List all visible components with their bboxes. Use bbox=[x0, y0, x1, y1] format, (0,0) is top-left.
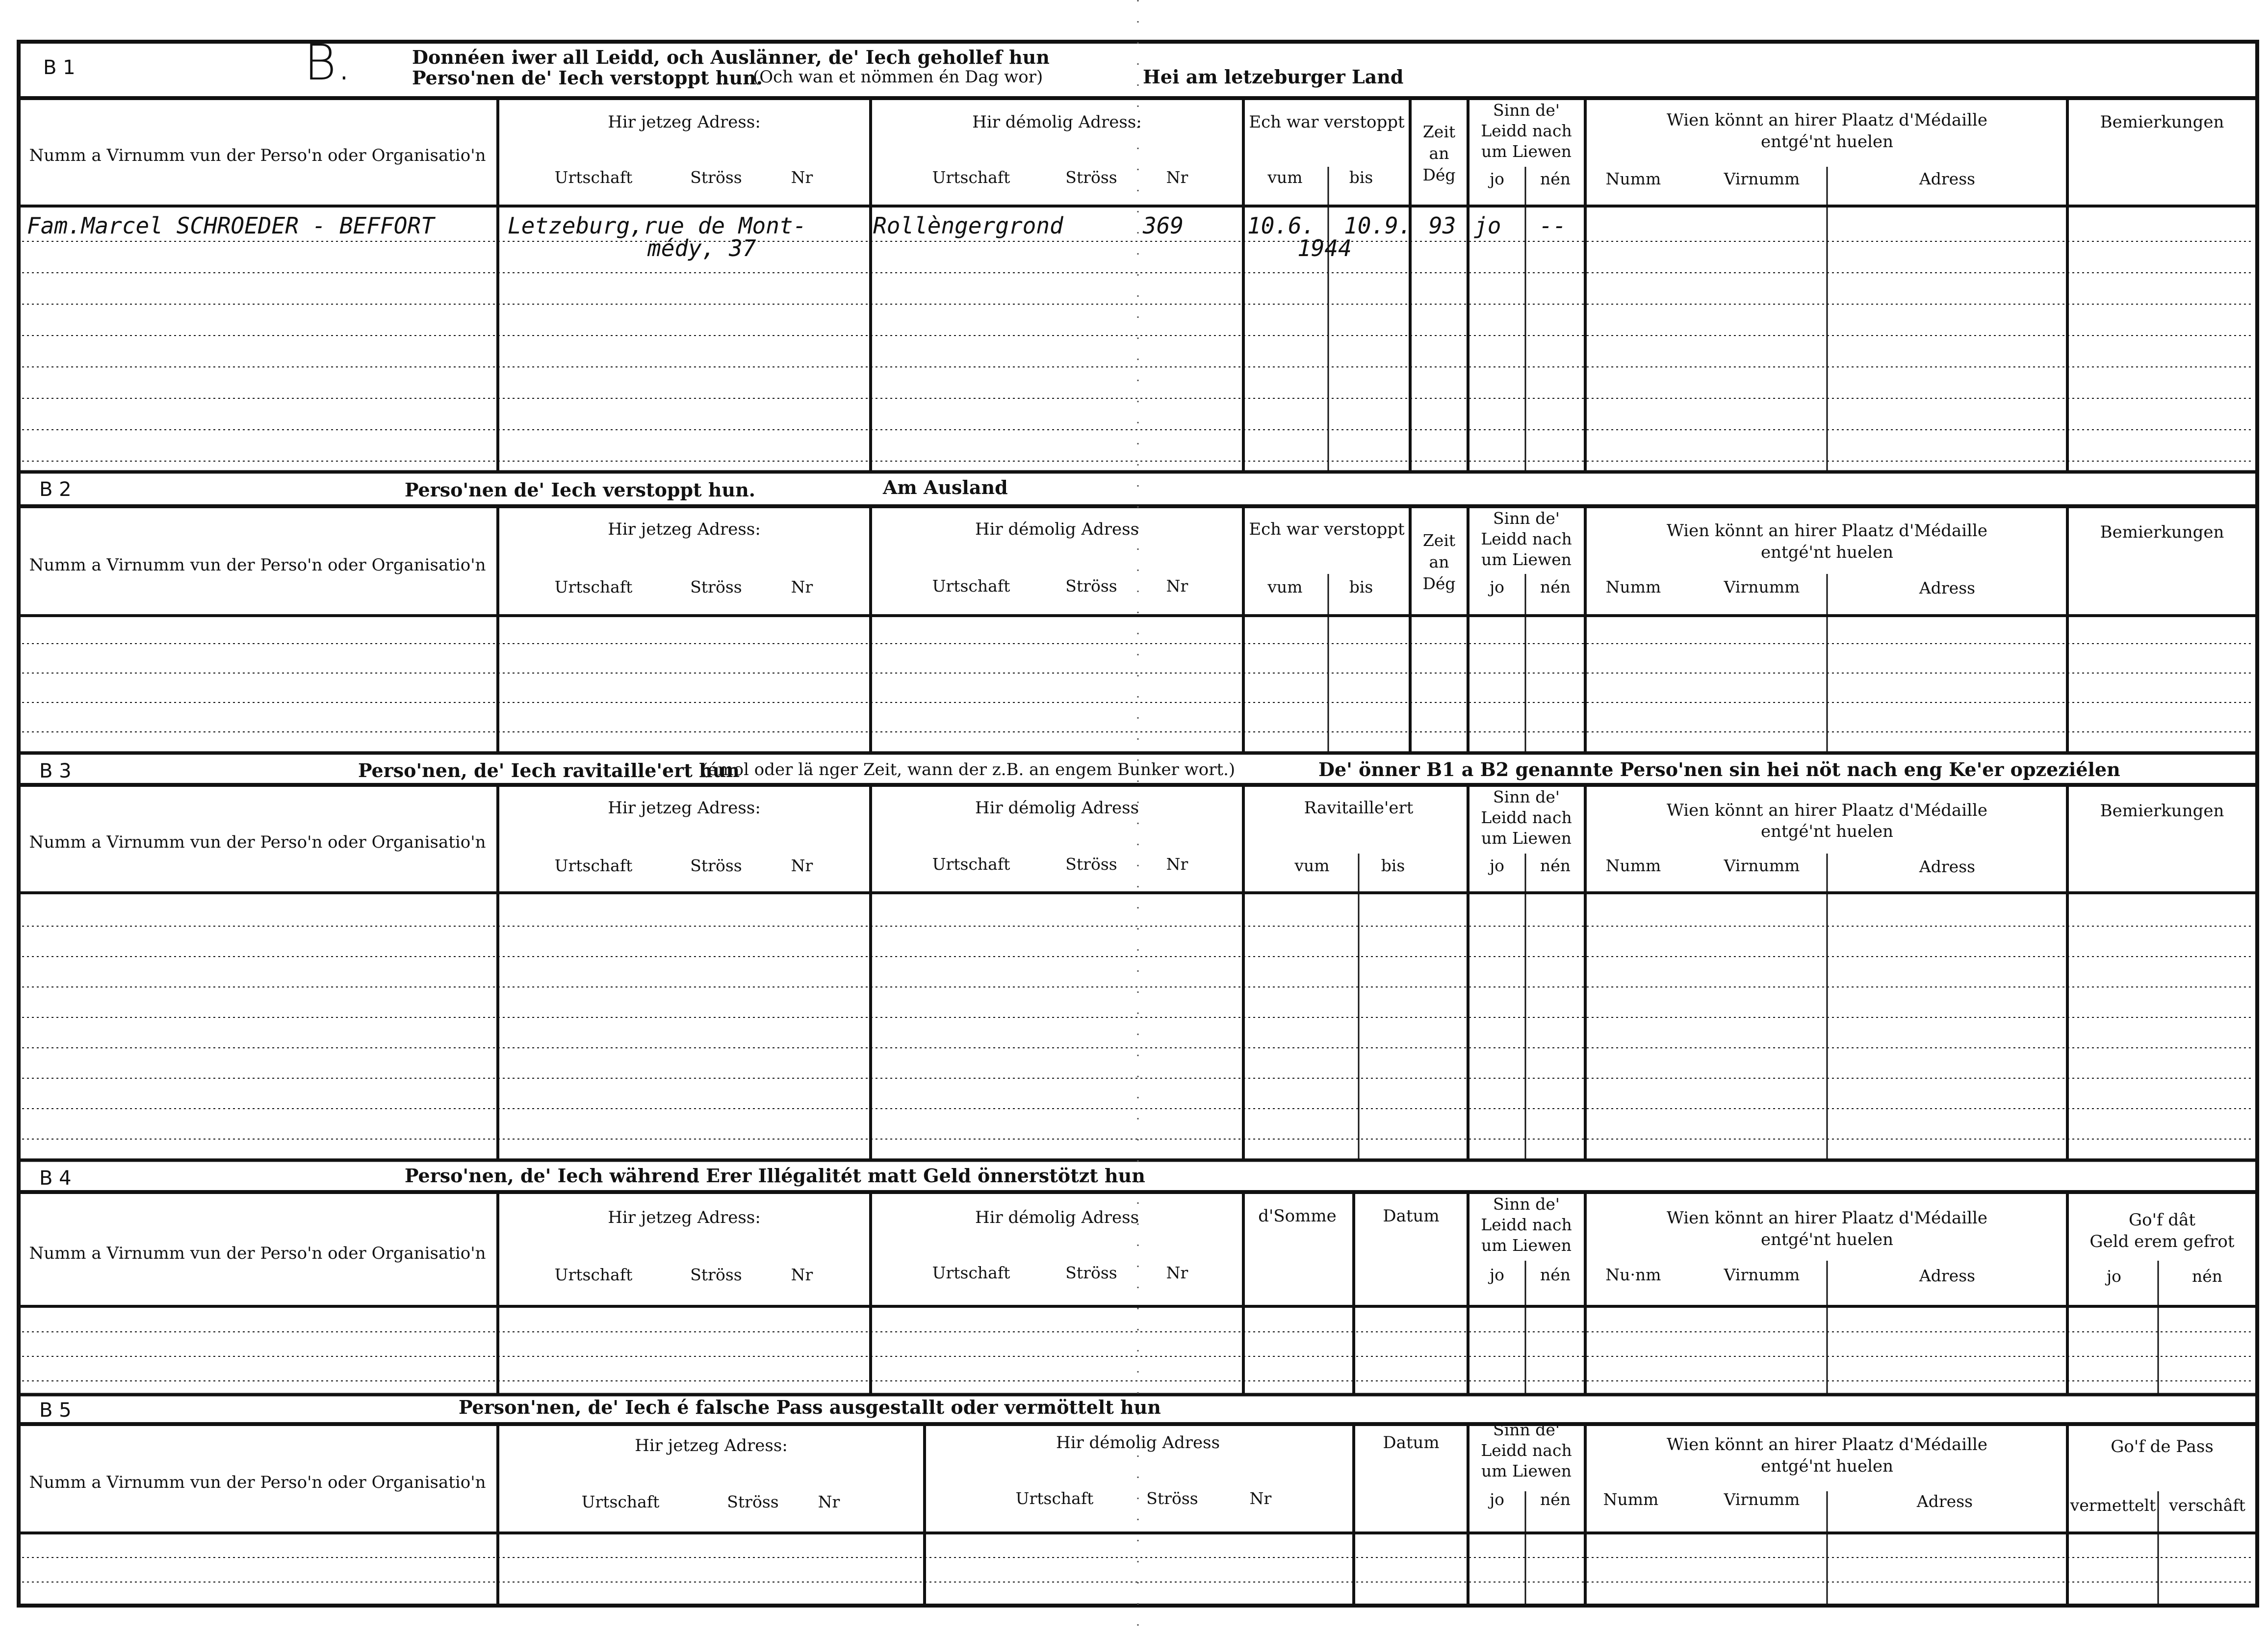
b4-money-header-1: Go'f dât bbox=[2128, 1210, 2196, 1230]
b1-hidden-from: vum bbox=[1267, 168, 1303, 187]
b1-entry-year: 1944 bbox=[1297, 235, 1352, 261]
b4-alive-3: um Liewen bbox=[1481, 1236, 1572, 1255]
b2-medal-header-2: entgé'nt huelen bbox=[1760, 543, 1894, 562]
b5-alive-3: um Liewen bbox=[1481, 1461, 1572, 1480]
b2-alive-1: Sinn de' bbox=[1493, 509, 1560, 528]
b3-former-town: Urtschaft bbox=[932, 855, 1010, 874]
b1-entry-former-place: Rollèngergrond bbox=[873, 212, 1063, 239]
b5-name-header: Numm a Virnumm vun der Perso'n oder Organisatio'n bbox=[29, 1473, 486, 1492]
b3-alive-3: um Liewen bbox=[1481, 829, 1572, 848]
b1-alive-1: Sinn de' bbox=[1493, 101, 1560, 120]
b3-title: Perso'nen, de' Iech ravitaille'ert hun bbox=[358, 759, 740, 781]
b3-medal-name: Numm bbox=[1605, 856, 1661, 875]
b2-days-3: Dég bbox=[1422, 574, 1456, 593]
b3-former-nr: Nr bbox=[1166, 855, 1188, 874]
b5-medal-firstname: Virnumm bbox=[1724, 1490, 1800, 1509]
b2-alive-3: um Liewen bbox=[1481, 550, 1572, 569]
b1-hidden-header: Ech war verstoppt bbox=[1249, 112, 1405, 132]
b1-entry-alive-no: -- bbox=[1539, 212, 1567, 239]
b1-entry-alive-yes: jo bbox=[1474, 212, 1501, 239]
b1-medal-address: Adress bbox=[1919, 169, 1976, 188]
b4-medal-address: Adress bbox=[1919, 1266, 1976, 1285]
b5-current-town: Urtschaft bbox=[581, 1492, 660, 1511]
b3-alive-2: Leidd nach bbox=[1481, 808, 1572, 827]
b3-current-nr: Nr bbox=[791, 856, 813, 875]
b1-former-address-header: Hir démolig Adress: bbox=[972, 112, 1142, 132]
b2-hidden-header: Ech war verstoppt bbox=[1249, 519, 1405, 539]
b3-note2: De' önner B1 a B2 genannte Perso'nen sin hei nöt nach eng Ke'er opzeziélen bbox=[1318, 758, 2120, 780]
section-id-b4: B 4 bbox=[39, 1167, 72, 1190]
b1-current-street: Ströss bbox=[690, 168, 742, 187]
b4-money-yes: jo bbox=[2106, 1267, 2122, 1286]
b3-supplied-header: Ravitaille'ert bbox=[1304, 798, 1414, 818]
b3-note: (émol oder lä nger Zeit, wann der z.B. an engem Bunker wort.) bbox=[701, 760, 1236, 779]
b4-current-nr: Nr bbox=[791, 1265, 813, 1284]
section-id-b5: B 5 bbox=[39, 1399, 72, 1422]
b5-date-header: Datum bbox=[1383, 1433, 1440, 1453]
b5-alive-2: Leidd nach bbox=[1481, 1441, 1572, 1460]
b4-medal-header-2: entgé'nt huelen bbox=[1760, 1230, 1894, 1249]
b3-name-header: Numm a Virnumm vun der Perso'n oder Organisatio'n bbox=[29, 832, 486, 852]
b5-alive-no: nén bbox=[1540, 1490, 1571, 1509]
b1-entry-hidden-to: 10.9. bbox=[1344, 212, 1412, 239]
b4-former-nr: Nr bbox=[1166, 1263, 1188, 1282]
b5-pass-provided: verschâft bbox=[2169, 1496, 2245, 1515]
b1-former-street: Ströss bbox=[1065, 168, 1117, 187]
b1-entry-current-address-1: Letzeburg,rue de Mont- bbox=[508, 212, 807, 239]
b2-medal-header-1: Wien könnt an hirer Plaatz d'Médaille bbox=[1666, 521, 1988, 541]
b4-current-street: Ströss bbox=[690, 1265, 742, 1284]
b4-medal-header-1: Wien könnt an hirer Plaatz d'Médaille bbox=[1666, 1208, 1988, 1228]
b2-current-nr: Nr bbox=[791, 577, 813, 597]
b4-former-street: Ströss bbox=[1065, 1263, 1117, 1282]
b5-medal-header-1: Wien könnt an hirer Plaatz d'Médaille bbox=[1666, 1435, 1988, 1454]
b4-title: Perso'nen, de' Iech während Erer Illégalitét matt Geld önnerstötzt hun bbox=[405, 1165, 1145, 1187]
b1-entry-former-nr: 369 bbox=[1143, 212, 1184, 239]
b2-medal-address: Adress bbox=[1919, 578, 1976, 597]
b2-alive-2: Leidd nach bbox=[1481, 529, 1572, 548]
b4-former-address-header: Hir démolig Adress bbox=[975, 1208, 1139, 1227]
b3-medal-address: Adress bbox=[1919, 857, 1976, 876]
b1-remarks-header: Bemierkungen bbox=[2100, 112, 2224, 132]
b4-current-address-header: Hir jetzeg Adress: bbox=[608, 1208, 761, 1227]
b2-former-nr: Nr bbox=[1166, 576, 1188, 596]
b2-region: Am Ausland bbox=[883, 476, 1008, 498]
b3-medal-firstname: Virnumm bbox=[1724, 856, 1800, 875]
b1-alive-3: um Liewen bbox=[1481, 142, 1572, 161]
form-heading-region: Hei am letzeburger Land bbox=[1143, 66, 1404, 88]
b2-former-street: Ströss bbox=[1065, 576, 1117, 596]
b2-name-header: Numm a Virnumm vun der Perso'n oder Organisatio'n bbox=[29, 555, 486, 575]
b2-former-address-header: Hir démolig Adress bbox=[975, 519, 1139, 539]
b1-alive-yes: jo bbox=[1489, 169, 1505, 188]
b5-current-street: Ströss bbox=[727, 1492, 779, 1511]
b4-name-header: Numm a Virnumm vun der Perso'n oder Organisatio'n bbox=[29, 1244, 486, 1263]
b1-days-3: Dég bbox=[1422, 165, 1456, 184]
b4-alive-no: nén bbox=[1540, 1265, 1571, 1284]
b5-medal-address: Adress bbox=[1916, 1492, 1973, 1511]
section-id-b2: B 2 bbox=[39, 478, 72, 501]
b2-medal-firstname: Virnumm bbox=[1724, 577, 1800, 597]
b4-alive-2: Leidd nach bbox=[1481, 1215, 1572, 1234]
b5-former-nr: Nr bbox=[1249, 1489, 1272, 1508]
b4-current-town: Urtschaft bbox=[554, 1265, 633, 1284]
b1-entry-hidden-from: 10.6. bbox=[1247, 212, 1315, 239]
b2-hidden-from: vum bbox=[1267, 577, 1303, 597]
b2-days-2: an bbox=[1429, 552, 1449, 571]
b3-current-street: Ströss bbox=[690, 856, 742, 875]
b2-current-street: Ströss bbox=[690, 577, 742, 597]
b3-alive-no: nén bbox=[1540, 856, 1571, 875]
b4-money-header-2: Geld erem gefrot bbox=[2089, 1232, 2235, 1251]
b3-medal-header-2: entgé'nt huelen bbox=[1760, 822, 1894, 841]
b1-current-nr: Nr bbox=[791, 168, 813, 187]
b5-medal-name: Numm bbox=[1603, 1490, 1659, 1509]
b3-former-street: Ströss bbox=[1065, 855, 1117, 874]
b4-medal-name: Nu·nm bbox=[1605, 1265, 1661, 1284]
b1-entry-name: Fam.Marcel SCHROEDER - BEFFORT bbox=[27, 212, 435, 239]
b1-alive-2: Leidd nach bbox=[1481, 121, 1572, 140]
b2-current-address-header: Hir jetzeg Adress: bbox=[608, 519, 761, 539]
b5-pass-header: Go'f de Pass bbox=[2111, 1437, 2214, 1456]
b3-current-town: Urtschaft bbox=[554, 856, 633, 875]
b5-current-nr: Nr bbox=[818, 1492, 840, 1511]
b2-remarks-header: Bemierkungen bbox=[2100, 522, 2224, 542]
b2-current-town: Urtschaft bbox=[554, 577, 633, 597]
b3-supplied-to: bis bbox=[1381, 856, 1405, 875]
b2-days-1: Zeit bbox=[1422, 531, 1456, 550]
b4-medal-firstname: Virnumm bbox=[1724, 1265, 1800, 1284]
b3-remarks-header: Bemierkungen bbox=[2100, 801, 2224, 821]
b1-medal-firstname: Virnumm bbox=[1724, 169, 1800, 188]
b3-alive-yes: jo bbox=[1489, 856, 1505, 875]
b5-alive-yes: jo bbox=[1489, 1490, 1505, 1509]
b5-current-address-header: Hir jetzeg Adress: bbox=[635, 1436, 788, 1455]
b1-former-town: Urtschaft bbox=[932, 168, 1010, 187]
section-id-b3: B 3 bbox=[39, 760, 72, 782]
b5-title: Person'nen, de' Iech é falsche Pass ausgestallt oder vermöttelt hun bbox=[459, 1396, 1161, 1418]
b5-former-street: Ströss bbox=[1146, 1489, 1198, 1508]
b1-name-header: Numm a Virnumm vun der Perso'n oder Organisatio'n bbox=[29, 146, 486, 165]
b2-medal-name: Numm bbox=[1605, 577, 1661, 597]
b4-money-no: nén bbox=[2191, 1267, 2223, 1286]
section-id-b1: B 1 bbox=[43, 56, 76, 79]
b1-entry-days: 93 bbox=[1429, 212, 1456, 239]
b1-medal-name: Numm bbox=[1605, 169, 1661, 188]
b4-sum-header: d'Somme bbox=[1258, 1206, 1337, 1226]
b1-entry-current-address-2: médy, 37 bbox=[647, 235, 756, 261]
b2-alive-no: nén bbox=[1540, 577, 1571, 597]
b1-alive-no: nén bbox=[1540, 169, 1571, 188]
b5-alive-1: Sinn de' bbox=[1493, 1420, 1560, 1439]
b1-hidden-to: bis bbox=[1349, 168, 1373, 187]
b4-alive-1: Sinn de' bbox=[1493, 1194, 1560, 1214]
b4-date-header: Datum bbox=[1383, 1206, 1440, 1226]
b3-current-address-header: Hir jetzeg Adress: bbox=[608, 798, 761, 818]
b2-alive-yes: jo bbox=[1489, 577, 1505, 597]
b2-former-town: Urtschaft bbox=[932, 576, 1010, 596]
b5-former-town: Urtschaft bbox=[1015, 1489, 1094, 1508]
form-heading-line1: Donnéen iwer all Leidd, och Auslänner, de' Iech gehollef hun bbox=[412, 46, 1050, 68]
form-heading-note: (Och wan et nömmen én Dag wor) bbox=[753, 67, 1043, 87]
form-letter: B. bbox=[304, 34, 352, 91]
b3-supplied-from: vum bbox=[1294, 856, 1330, 875]
b5-medal-header-2: entgé'nt huelen bbox=[1760, 1456, 1894, 1476]
b3-medal-header-1: Wien könnt an hirer Plaatz d'Médaille bbox=[1666, 801, 1988, 820]
b1-days-2: an bbox=[1429, 144, 1449, 163]
b3-former-address-header: Hir démolig Adress bbox=[975, 798, 1139, 818]
b1-current-town: Urtschaft bbox=[554, 168, 633, 187]
b1-former-nr: Nr bbox=[1166, 168, 1188, 187]
b2-title: Perso'nen de' Iech verstoppt hun. bbox=[405, 479, 755, 501]
form-heading-line2: Perso'nen de' Iech verstoppt hun. bbox=[412, 67, 763, 89]
b1-current-address-header: Hir jetzeg Adress: bbox=[608, 112, 761, 132]
b3-alive-1: Sinn de' bbox=[1493, 787, 1560, 806]
b2-hidden-to: bis bbox=[1349, 577, 1373, 597]
b1-medal-header-2: entgé'nt huelen bbox=[1760, 132, 1894, 152]
b5-pass-arranged: vermettelt bbox=[2070, 1496, 2156, 1515]
b4-alive-yes: jo bbox=[1489, 1265, 1505, 1284]
b4-former-town: Urtschaft bbox=[932, 1263, 1010, 1282]
b5-former-address-header: Hir démolig Adress bbox=[1056, 1433, 1220, 1453]
b1-days-1: Zeit bbox=[1422, 122, 1456, 141]
b1-medal-header-1: Wien könnt an hirer Plaatz d'Médaille bbox=[1666, 110, 1988, 130]
